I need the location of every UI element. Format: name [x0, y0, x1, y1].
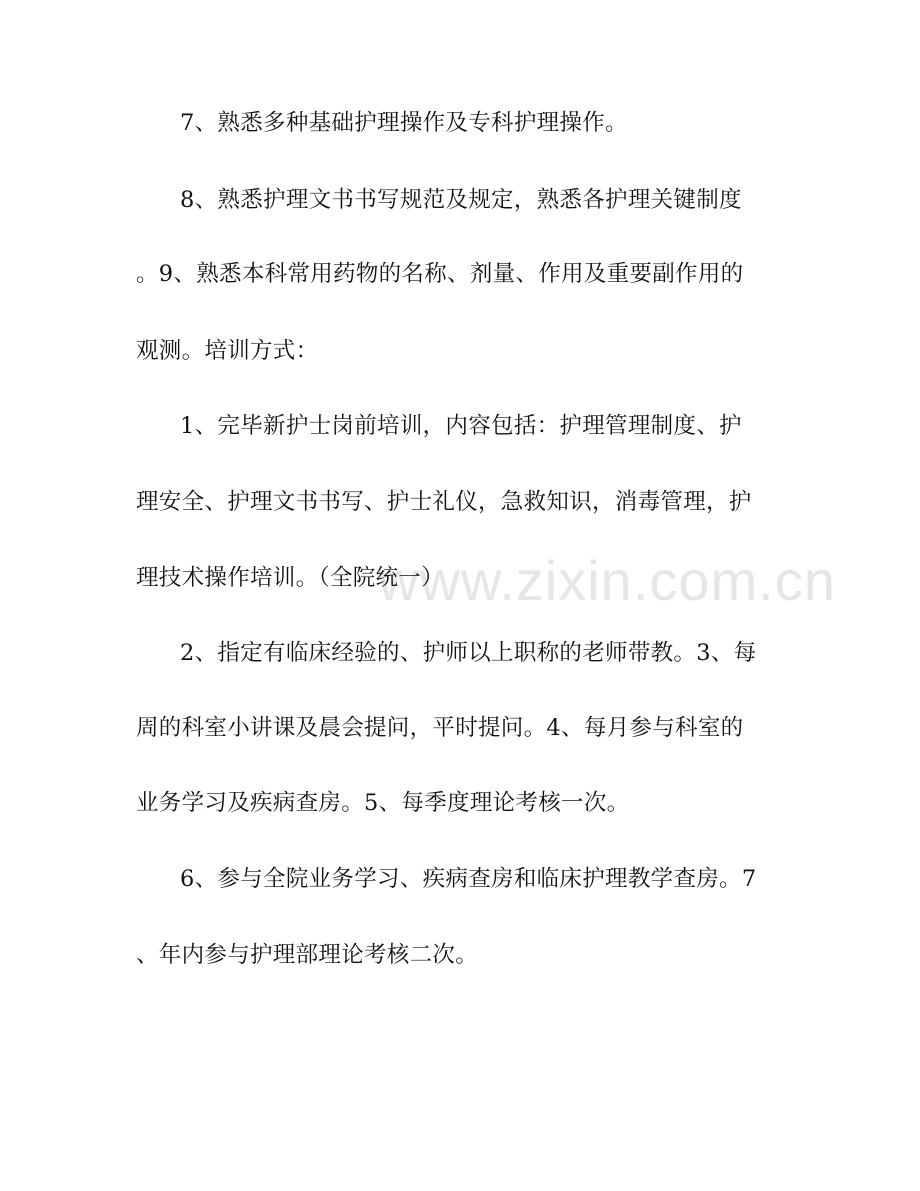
- paragraph-line-7: 理技术操作培训。（全院统一）: [136, 565, 444, 591]
- paragraph-line-10: 业务学习及疾病查房。5、每季度理论考核一次。: [136, 790, 630, 816]
- paragraph-line-4: 观测。培训方式：: [136, 338, 319, 364]
- paragraph-line-9: 周的科室小讲课及晨会提问，平时提问。4、每月参与科室的: [136, 715, 744, 741]
- paragraph-line-2: 8、熟悉护理文书书写规范及规定，熟悉各护理关键制度: [180, 187, 742, 213]
- paragraph-line-11: 6、参与全院业务学习、疾病查房和临床护理教学查房。7: [180, 866, 757, 892]
- paragraph-line-3: 。9、熟悉本科常用药物的名称、剂量、作用及重要副作用的: [136, 261, 744, 287]
- paragraph-line-1: 7、熟悉多种基础护理操作及专科护理操作。: [180, 110, 628, 136]
- paragraph-line-6: 理安全、护理文书书写、护士礼仪，急救知识，消毒管理，护: [136, 489, 752, 515]
- watermark-text: www.zixin.com.cn: [378, 549, 836, 612]
- paragraph-line-5: 1、完毕新护士岗前培训，内容包括：护理管理制度、护: [180, 413, 742, 439]
- paragraph-line-8: 2、指定有临床经验的、护师以上职称的老师带教。3、每: [180, 640, 757, 666]
- paragraph-line-12: 、年内参与护理部理论考核二次。: [136, 942, 479, 968]
